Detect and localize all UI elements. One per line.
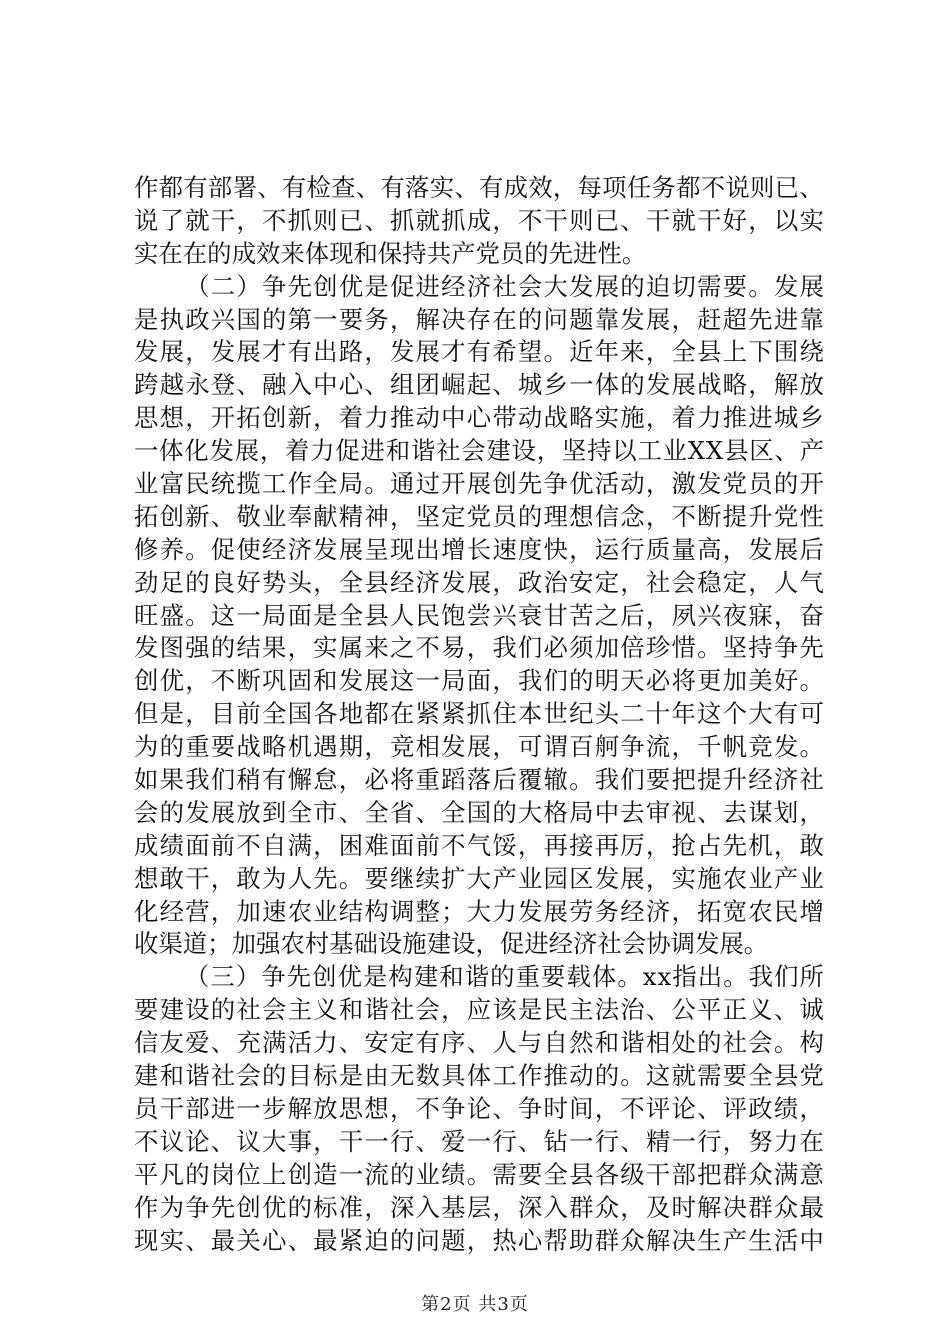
text-line: 化 经 营 ， 加 速 农 业 结 构 调 整 ； 大 力 发 展 劳 务 经 济 ， 拓 宽 农 民 增	[134, 896, 824, 926]
text-line: 发 展 ， 发 展 才 有 出 路 ， 发 展 才 有 希 望 。 近 年 来 ， 全 县 上 下 围 绕	[134, 337, 824, 367]
text-line: 平 凡 的 岗 位 上 创 造 一 流 的 业 绩 。 需 要 全 县 各 级 干 部 把 群 众 满 意	[134, 1159, 824, 1189]
text-line: 劲 足 的 良 好 势 头 ， 全 县 经 济 发 展 ， 政 治 安 定 ， 社 会 稳 定 ， 人 气	[134, 567, 824, 597]
text-line: 旺 盛 。 这 一 局 面 是 全 县 人 民 饱 尝 兴 衰 甘 苦 之 后 ， 夙 兴 夜 寐 ， 奋	[134, 600, 824, 630]
text-line: 拓 创 新 、 敬 业 奉 献 精 神 ， 坚 定 党 员 的 理 想 信 念 ， 不 断 提 升 党 性	[134, 501, 824, 531]
text-line: 作 为 争 先 创 优 的 标 准 ， 深 入 基 层 ， 深 入 群 众 ， 及 时 解 决 群 众 最	[134, 1192, 824, 1222]
text-line: 现 实 、 最 关 心 、 最 紧 迫 的 问 题 ， 热 心 帮 助 群 众 解 决 生 产 生 活 中	[134, 1225, 824, 1255]
text-line: 跨 越 永 登 、 融 入 中 心 、 组 团 崛 起 、 城 乡 一 体 的 发 展 战 略 ， 解 放	[134, 370, 824, 400]
text-line: 如 果 我 们 稍 有 懈 怠 ， 必 将 重 蹈 落 后 覆 辙 。 我 们 要 把 提 升 经 济 社	[134, 765, 824, 795]
text-line: 建 和 谐 社 会 的 目 标 是 由 无 数 具 体 工 作 推 动 的 。 这 就 需 要 全 县 党	[134, 1061, 824, 1091]
text-line: 创 优 ， 不 断 巩 固 和 发 展 这 一 局 面 ， 我 们 的 明 天 必 将 更 加 美 好 。	[134, 666, 824, 696]
text-line: 要 建 设 的 社 会 主 义 和 谐 社 会 ， 应 该 是 民 主 法 治 、 公 平 正 义 、 诚	[134, 995, 824, 1025]
text-line: 实在在的成效来体现和保持共产党员的先进性。	[134, 238, 647, 268]
body-text	[134, 172, 824, 1257]
text-line: 思 想 ， 开 拓 创 新 ， 着 力 推 动 中 心 带 动 战 略 实 施 ， 着 力 推 进 城 乡	[134, 403, 824, 433]
text-line: 一 体 化 发 展 ， 着 力 促 进 和 谐 社 会 建 设 ， 坚 持 以 工 业 X X 县 区 、 产	[134, 436, 824, 466]
text-line: 会 的 发 展 放 到 全 市 、 全 省 、 全 国 的 大 格 局 中 去 审 视 、 去 谋 划 ，	[134, 797, 824, 827]
text-line: 作 都 有 部 署 、 有 检 查 、 有 落 实 、 有 成 效 ， 每 项 任 务 都 不 说 则 已 、	[134, 173, 824, 202]
text-line: 为 的 重 要 战 略 机 遇 期 ， 竞 相 发 展 ， 可 谓 百 舸 争 流 ， 千 帆 竞 发 。	[134, 732, 824, 762]
text-line: 信 友 爱 、 充 满 活 力 、 安 定 有 序 、 人 与 自 然 和 谐 相 处 的 社 会 。 构	[134, 1028, 824, 1058]
text-line: （ 三 ） 争 先 创 优 是 构 建 和 谐 的 重 要 载 体 。 x x 指 出 。 我 们 所	[184, 962, 824, 992]
page-number: 第2页 共3页	[421, 1294, 529, 1315]
text-line: 成 绩 面 前 不 自 满 ， 困 难 面 前 不 气 馁 ， 再 接 再 厉 ， 抢 占 先 机 ， 敢	[134, 830, 824, 860]
text-line: 不 议 论 、 议 大 事 ， 干 一 行 、 爱 一 行 、 钻 一 行 、 精 一 行 ， 努 力 在	[134, 1126, 824, 1156]
text-line: 修 养 。 促 使 经 济 发 展 呈 现 出 增 长 速 度 快 ， 运 行 质 量 高 ， 发 展 后	[134, 534, 824, 564]
text-line: 员 干 部 进 一 步 解 放 思 想 ， 不 争 论 、 争 时 间 ， 不 评 论 、 评 政 绩 ，	[134, 1093, 824, 1123]
text-line: 想 敢 干 ， 敢 为 人 先 。 要 继 续 扩 大 产 业 园 区 发 展 ， 实 施 农 业 产 业	[134, 863, 824, 893]
text-line: 说 了 就 干 ， 不 抓 则 已 、 抓 就 抓 成 ， 不 干 则 已 、 干 就 干 好 ， 以 实	[134, 205, 824, 235]
text-line: 但 是 ， 目 前 全 国 各 地 都 在 紧 紧 抓 住 本 世 纪 头 二 十 年 这 个 大 有 可	[134, 699, 824, 729]
text-line: 收渠道；加强农村基础设施建设，促进经济社会协调发展。	[134, 929, 769, 959]
text-line: 发 图 强 的 结 果 ， 实 属 来 之 不 易 ， 我 们 必 须 加 倍 珍 惜 。 坚 持 争 先	[134, 633, 824, 663]
text-line: 业 富 民 统 揽 工 作 全 局 。 通 过 开 展 创 先 争 优 活 动 ， 激 发 党 员 的 开	[134, 469, 824, 499]
text-line: （ 二 ） 争 先 创 优 是 促 进 经 济 社 会 大 发 展 的 迫 切 需 要 。 发 展	[185, 271, 824, 301]
text-line: 是 执 政 兴 国 的 第 一 要 务 ， 解 决 存 在 的 问 题 靠 发 展 ， 赶 超 先 进 靠	[134, 304, 824, 334]
